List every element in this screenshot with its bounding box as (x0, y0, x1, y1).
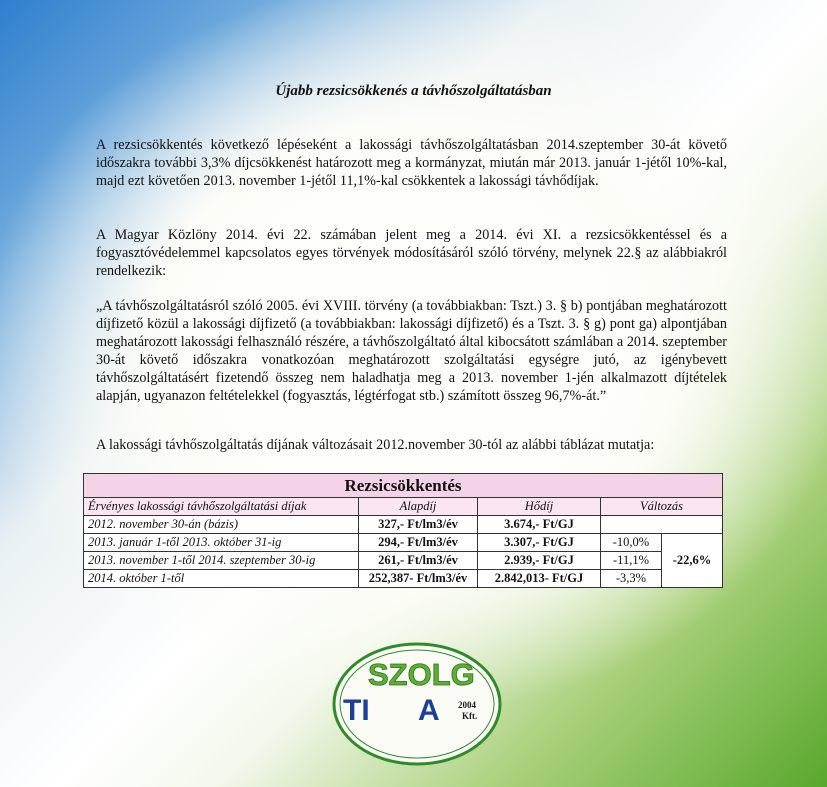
table-caption: Rezsicsökkentés (84, 474, 723, 498)
row-period: 2014. október 1-től (84, 570, 359, 588)
row-change: -11,1% (601, 552, 662, 570)
row-heat-fee: 3.674,- Ft/GJ (478, 516, 601, 534)
logo-word-left: TI (343, 694, 370, 727)
row-base-fee: 294,- Ft/lm3/év (359, 534, 478, 552)
row-base-fee: 261,- Ft/lm3/év (359, 552, 478, 570)
row-change: -3,3% (601, 570, 662, 588)
table-row (84, 534, 723, 552)
header-base-fee: Alapdíj (359, 498, 478, 516)
header-heat-fee: Hődíj (478, 498, 601, 516)
row-heat-fee: 3.307,- Ft/GJ (478, 534, 601, 552)
table-header-row (84, 498, 723, 516)
page-title: Újabb rezsicsökkenés a távhőszolgáltatásban (275, 83, 552, 99)
row-base-fee: 252,387- Ft/lm3/év (359, 570, 478, 588)
table-row (84, 552, 723, 570)
law-reference-paragraph: A Magyar Közlöny 2014. évi 22. számában jelent meg a 2014. évi XI. a rezsicsökkentéssel és a fogyasztóvédelemmel kapcsolatos egyes törvények módosításáról szóló törvény, melynek 22.§ az alábbiakról rendelkezik: (96, 227, 727, 279)
row-period: 2013. november 1-től 2014. szeptember 30-ig (84, 552, 359, 570)
row-base-fee: 327,- Ft/lm3/év (359, 516, 478, 534)
row-change: -10,0% (601, 534, 662, 552)
law-quote-paragraph: „A távhőszolgáltatásról szóló 2005. évi XVIII. törvény (a továbbiakban: Tszt.) 3. § b) pontjában meghatározott díjfizető közül a lakossági díjfizető (a továbbiakban: lakossági díjfizető) és a Tszt. 3. § g) pont ga) alpontjában meghatározott lakossági felhasználó részére, a távhőszolgáltató által kibocsátott számlában a 2014. szeptember 30-át követő időszakra vonatkozóan meghatározott szolgáltatási egységre jutó, az igénybevett távhőszolgáltatásért fizetendő összeg nem haladhatja meg a 2013. november 1-jén alkalmazott díjtételek alapján, ugyanazon feltételekkel (fogyasztás, légtérfogat stb.) számított összeg 96,7%-át.” (96, 298, 727, 404)
intro-paragraph: A rezsicsökkentés következő lépéseként a lakossági távhőszolgáltatásban 2014.szeptember 30-át követő időszakra további 3,3% díjcsökkenést határozott meg a kormányzat, miután már 2013. január 1-jétől 10%-kal, majd ezt követően 2013. november 1-jétől 11,1%-kal csökkentek a lakossági távhődíjak. (96, 137, 727, 189)
fee-table (83, 473, 723, 588)
row-heat-fee: 2.939,- Ft/GJ (478, 552, 601, 570)
table-row (84, 516, 723, 534)
company-logo (330, 640, 505, 770)
logo-word-right: A (418, 694, 440, 727)
logo-year: 2004 (458, 700, 476, 710)
row-period: 2013. január 1-től 2013. október 31-ig (84, 534, 359, 552)
logo-suffix: Kft. (462, 711, 478, 721)
table-intro-paragraph: A lakossági távhőszolgáltatás díjának változásait 2012.november 30-tól az alábbi táblázat mutatja: (96, 437, 655, 453)
row-change (601, 516, 723, 534)
row-heat-fee: 2.842,013- Ft/GJ (478, 570, 601, 588)
header-change: Változás (601, 498, 723, 516)
logo-word-top: SZOLG (368, 657, 475, 692)
table-row (84, 570, 723, 588)
header-period: Érvényes lakossági távhőszolgáltatási díjak (84, 498, 359, 516)
total-change: -22,6% (662, 534, 723, 588)
row-period: 2012. november 30-án (bázis) (84, 516, 359, 534)
